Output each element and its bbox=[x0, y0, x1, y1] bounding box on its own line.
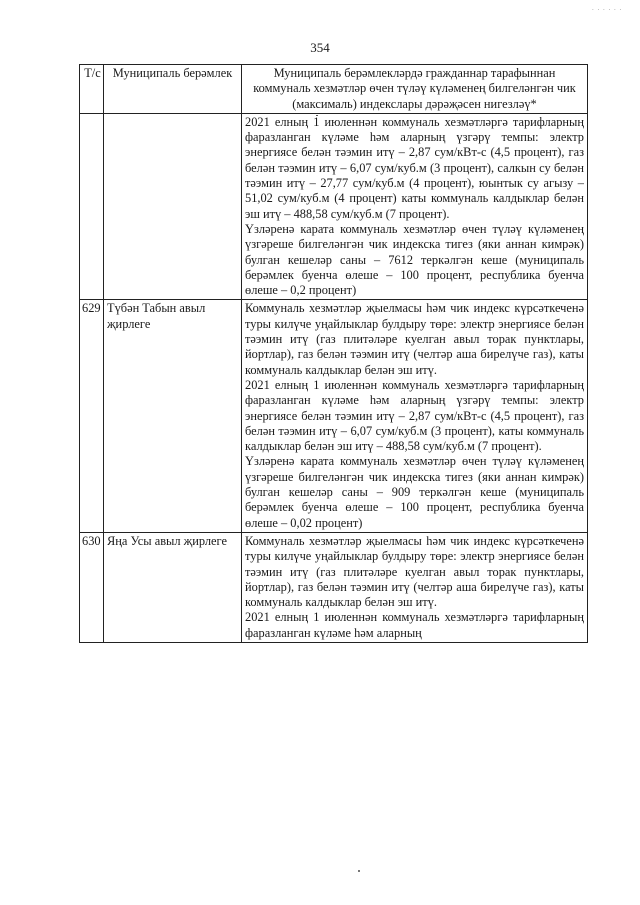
justification-paragraph: Үзләренә карата коммуналь хезмәтләр өчен түләү күләменең үзгәреше билгеләнгән чик индекска тигез (яки аннан кимрәк) булган кешеләр саны – 7612 теркәлгән кеше (муниципаль берәмлек буенча өлеше – 100 процент, республика буенча өлеше – 0,2 процент) bbox=[245, 221, 584, 298]
row-number: 629 bbox=[80, 300, 104, 532]
justification-paragraph: Коммуналь хезмәтләр җыелмасы һәм чик индекс күрсәткеченә туры килүче уңайлыклар булдыру төре: электр энергиясе белән тәэмин итү (газ плитәләре куелган авыл торак пунктлары, йортлар), газ белән тәэмин итү (челтәр аша бирелүче газ), каты коммуналь калдыклар белән эш итү. bbox=[245, 301, 584, 377]
justification-paragraph: 2021 елның 1 июленнән коммуналь хезмәтләргә тарифларның фаразланган күләме һәм аларның үзгәрү темпы: электр энергиясе белән тәэмин итү – 2,87 сум/кВт-с (4,5 процент), газ белән тәэмин итү – 6,07 сум/куб.м (3 процент), салкын су белән тәэмин итү – 27,77 сум/куб.м (4 процент), юынтык су агызу – 51,02 сум/куб.м (4 процент) каты коммуналь калдыклар белән эш итү – 488,58 сум/куб.м (7 процент). bbox=[245, 114, 584, 221]
row-municipality: Түбән Табын авыл җирлеге bbox=[104, 300, 242, 532]
justification-paragraph: 2021 елның 1 июленнән коммуналь хезмәтләргә тарифларның фаразланган күләме һәм аларның bbox=[245, 610, 584, 640]
row-number: 630 bbox=[80, 532, 104, 642]
scan-dot bbox=[358, 870, 360, 872]
row-municipality: Яңа Усы авыл җирлеге bbox=[104, 532, 242, 642]
tariff-table bbox=[79, 64, 588, 643]
table-body bbox=[80, 113, 588, 642]
header-municipality: Муниципаль берәмлек bbox=[104, 65, 242, 114]
table-header-row bbox=[80, 65, 588, 114]
row-municipality bbox=[104, 113, 242, 300]
row-justification bbox=[242, 113, 588, 300]
table-row bbox=[80, 113, 588, 300]
row-justification bbox=[242, 300, 588, 532]
page-number: 354 bbox=[310, 40, 330, 55]
justification-paragraph: Коммуналь хезмәтләр җыелмасы һәм чик индекс күрсәткеченә туры килүче уңайлыклар булдыру төре: электр энергиясе белән тәэмин итү (газ плитәләре куелган авыл торак пунктлары, йортлар), газ белән тәэмин итү (челтәр аша бирелүче газ), каты коммуналь калдыклар белән эш итү. bbox=[245, 533, 584, 610]
row-justification bbox=[242, 532, 588, 642]
header-number: Т/с bbox=[80, 65, 104, 114]
row-number bbox=[80, 113, 104, 300]
header-justification: Муниципаль берәмлекләрдә гражданнар тарафыннан коммуналь хезмәтләр өчен түләү күләменең билгеләнгән чик (максималь) индекслары дәрәҗәсен нигезләү* bbox=[242, 65, 588, 114]
corner-marks: . . . . . . bbox=[592, 4, 623, 12]
table-row bbox=[80, 300, 588, 532]
justification-paragraph: 2021 елның 1 июленнән коммуналь хезмәтләргә тарифларның фаразланган күләме һәм аларның үзгәрү темпы: электр энергиясе белән тәэмин итү – 2,87 сум/кВт-с (4,5 процент), газ белән тәэмин итү – 6,07 сум/куб.м (3 процент), каты коммуналь калдыклар белән эш итү – 488,58 сум/куб.м (7 процент). bbox=[245, 377, 584, 454]
table-row bbox=[80, 532, 588, 642]
justification-paragraph: Үзләренә карата коммуналь хезмәтләр өчен түләү күләменең үзгәреше билгеләнгән чик индекска тигез (яки аннан кимрәк) булган кешеләр саны – 909 теркәлгән кеше (муниципаль берәмлек буенча өлеше – 100 процент, республика буенча өлеше – 0,02 процент) bbox=[245, 454, 584, 530]
